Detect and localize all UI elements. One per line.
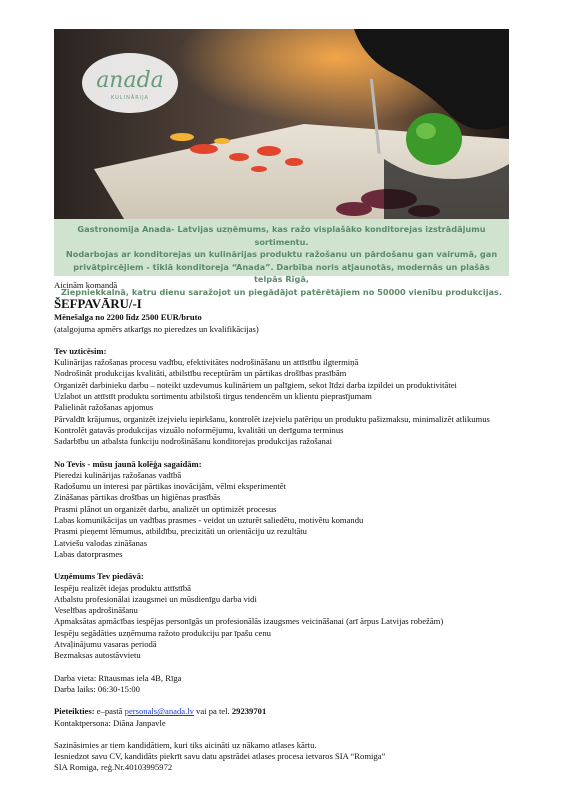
- work-hours: Darba laiks: 06:30-15:00: [54, 683, 140, 694]
- phone-number: 29239701: [231, 706, 267, 717]
- list-item: Nodrošināt produkcijas kvalitāti, atbilstību receptūrām un pārtikas drošības prasībām: [54, 368, 347, 379]
- list-item: Zināšanas pārtikas drošības un higiēnas prasībās: [54, 492, 221, 503]
- footer-line: SIA Romiga, reģ.Nr.40103995972: [54, 762, 173, 773]
- duties-list: [54, 357, 514, 447]
- list-item: Atvaļinājumu vasaras periodā: [54, 639, 157, 650]
- email-link[interactable]: personals@anada.lv: [124, 706, 194, 717]
- list-item: Kulinārijas ražošanas procesu vadību, efektivitātes nodrošināšanu un attīstību ilgtermiņā: [54, 357, 359, 368]
- salary: Mēnešalga no 2200 līdz 2500 EUR/bruto: [54, 312, 202, 323]
- list-item: Labas datorprasmes: [54, 548, 123, 559]
- duties-title: Tev uzticēsim:: [54, 345, 107, 356]
- apply-line: [54, 706, 514, 717]
- list-item: Prasmi pieņemt lēmumus, atbildību, precizitāti un orientāciju uz rezultātu: [54, 526, 307, 537]
- list-item: Latviešu valodas zināšanas: [54, 537, 148, 548]
- apply-email-prefix: e–pastā: [94, 706, 125, 717]
- job-title: ŠEFPAVĀRU/-I: [54, 297, 142, 312]
- intro-text: Aicinām komandā: [54, 280, 118, 290]
- tagline-line: privātpircējiem - tīklā konditoreja “Anada”. Darbība noris atjaunotās, modernās un plašās telpās Rīgā,: [73, 261, 490, 285]
- list-item: Kontrolēt gatavās produkcijas vizuālo noformējumu, kvalitāti un derīguma terminus: [54, 424, 344, 435]
- apply-phone-prefix: vai pa tel.: [193, 706, 232, 717]
- svg-text:KULINĀRIJA: KULINĀRIJA: [111, 95, 149, 101]
- offers-list: [54, 583, 514, 662]
- salary-note: (atalgojuma apmērs atkarīgs no pieredzes un kvalifikācijas): [54, 323, 259, 334]
- list-item: Bezmaksas autostāvvietu: [54, 650, 141, 661]
- requirements-title: No Tevis - mūsu jaunā kolēģa sagaidām:: [54, 458, 202, 469]
- list-item: Pārvaldīt krājumus, organizēt izejvielu iepirkšanu, kontrolēt izejvielu patēriņu un produktu pašizmaksu, minimalizēt atlikumus: [54, 413, 490, 424]
- list-item: Iespēju segādāties uzņēmuma ražoto produkciju par īpašu cenu: [54, 627, 271, 638]
- list-item: Uzlabot un attīstīt produktu sortimentu atbilstoši tirgus tendencēm un klientu pieprasījumam: [54, 391, 372, 402]
- list-item: Pieredzi kulinārijas ražošanas vadībā: [54, 469, 182, 480]
- apply-label: Pieteikties:: [54, 706, 95, 717]
- list-item: Atbalstu profesionālai izaugsmei un mūsdienīgu darba vidi: [54, 593, 257, 604]
- work-location: Darba vieta: Rītausmas iela 4B, Rīga: [54, 672, 182, 683]
- list-item: Iespēju realizēt idejas produktu attīstībā: [54, 582, 191, 593]
- list-item: Veselības apdrošināšanu: [54, 605, 138, 616]
- posting-body: [54, 280, 514, 774]
- anada-logo: [80, 51, 180, 115]
- list-item: Radošumu un interesi par pārtikas inovācijām, vēlmi eksperimentēt: [54, 481, 286, 492]
- list-item: Apmaksātas apmācības iespējas personīgās un profesionālās izaugsmes veicināšanai (arī ārpus Latvijas robežām): [54, 616, 444, 627]
- contact-person: Kontaktpersona: Diāna Janpavle: [54, 717, 166, 728]
- svg-text:anada: anada: [96, 68, 164, 93]
- list-item: Organizēt darbinieku darbu – noteikt uzdevumus kulināriem un palīgiem, sekot līdzi darba izpildei un produktivitātei: [54, 379, 457, 390]
- footer-line: Sazināsimies ar tiem kandidātiem, kuri tiks aicināti uz nākamo atlases kārtu.: [54, 739, 317, 750]
- list-item: Labas komunikācijas un vadības prasmes - veidot un uzturēt saliedētu, motivētu komandu: [54, 515, 364, 526]
- list-item: Sadarbību un atbalsta funkciju nodrošināšanu konditorejas produkcijas ražošanai: [54, 436, 333, 447]
- offers-title: Uzņēmums Tev piedāvā:: [54, 571, 144, 582]
- footer-line: Iesniedzot savu CV, kandidāts piekrīt savu datu apstrādei atlases procesa ietvaros SIA “Romiga”: [54, 751, 386, 762]
- tagline-line: Nodarbojas ar konditorejas un kulinārijas produktu ražošanu un pārdošanu gan vairumā, gan: [65, 249, 498, 260]
- list-item: Palielināt ražošanas apjomus: [54, 402, 154, 413]
- tagline-line: Gastronomija Anada- Latvijas uzņēmums, kas ražo visplašāko konditorejas izstrādājumu sortimentu.: [77, 224, 486, 247]
- tagline-line: Ziepniekkalnā, katru dienu saražojot un piegādājot patērētājiem no 50000 vienību produkcijas.: [60, 286, 503, 297]
- list-item: Prasmi plānot un organizēt darbu, analizēt un optimizēt procesus: [54, 503, 277, 514]
- requirements-list: [54, 470, 514, 560]
